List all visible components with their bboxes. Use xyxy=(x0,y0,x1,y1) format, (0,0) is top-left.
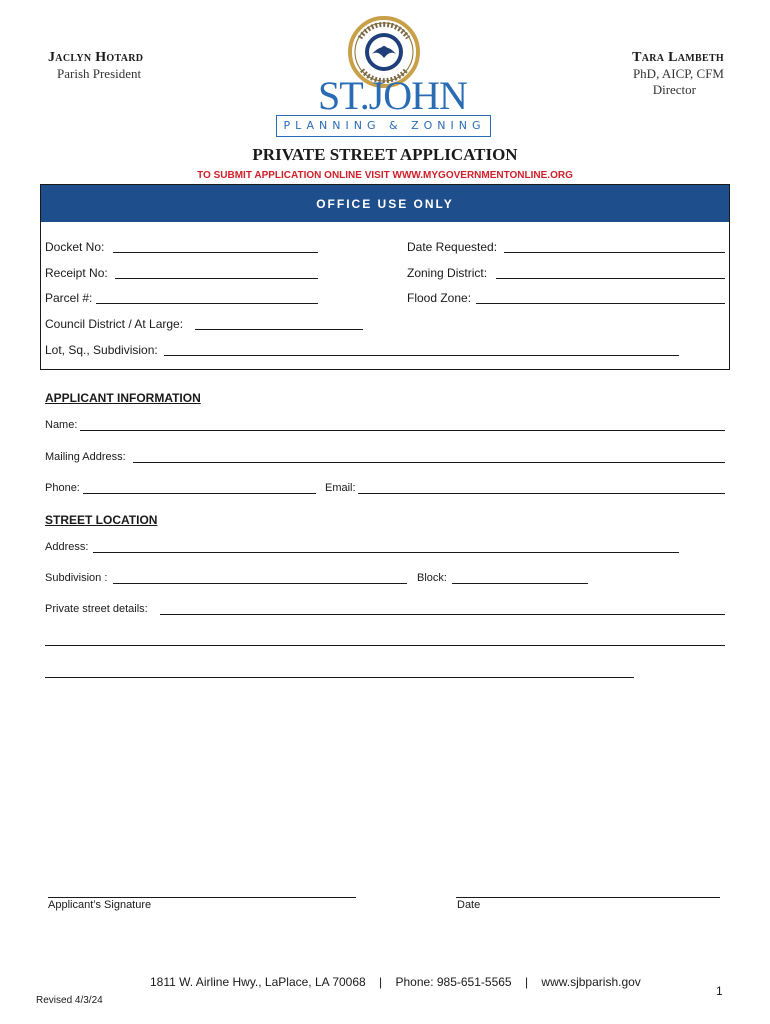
date-requested-label: Date Requested: xyxy=(407,240,498,254)
footer-address: 1811 W. Airline Hwy., LaPlace, LA 70068 xyxy=(150,975,366,989)
street-details-field-1[interactable] xyxy=(160,614,725,615)
parish-logo xyxy=(276,14,491,138)
footer-separator: | xyxy=(379,975,383,989)
flood-zone-field[interactable] xyxy=(476,303,725,304)
mailing-address-label: Mailing Address: xyxy=(45,451,126,463)
applicant-signature-field[interactable] xyxy=(48,897,356,898)
subdivision-label: Subdivision : xyxy=(45,572,108,584)
email-field[interactable] xyxy=(358,493,725,494)
street-location-heading: STREET LOCATION xyxy=(45,513,158,527)
block-field[interactable] xyxy=(452,583,588,584)
council-district-label: Council District / At Large: xyxy=(45,317,184,331)
parcel-field[interactable] xyxy=(96,303,318,304)
docket-label: Docket No: xyxy=(45,240,105,254)
email-label: Email: xyxy=(325,482,356,494)
street-address-field[interactable] xyxy=(93,552,679,553)
page-number: 1 xyxy=(716,984,723,998)
lot-subdivision-field[interactable] xyxy=(164,355,679,356)
footer-contact xyxy=(150,975,641,989)
council-district-field[interactable] xyxy=(195,329,363,330)
form-title: PRIVATE STREET APPLICATION xyxy=(252,145,518,164)
zoning-district-field[interactable] xyxy=(496,278,725,279)
date-requested-field[interactable] xyxy=(504,252,725,253)
applicant-heading: APPLICANT INFORMATION xyxy=(45,391,201,405)
president-name: Jaclyn Hotard xyxy=(48,50,144,65)
signature-date-label: Date xyxy=(457,899,481,911)
receipt-label: Receipt No: xyxy=(45,266,108,280)
parcel-label: Parcel #: xyxy=(45,291,93,305)
mailing-address-field[interactable] xyxy=(133,462,725,463)
online-notice[interactable]: TO SUBMIT APPLICATION ONLINE VISIT WWW.MYGOVERNMENTONLINE.ORG xyxy=(197,170,573,181)
lot-subdivision-label: Lot, Sq., Subdivision: xyxy=(45,343,158,357)
phone-field[interactable] xyxy=(83,493,316,494)
flood-zone-label: Flood Zone: xyxy=(407,291,472,305)
name-label: Name: xyxy=(45,419,78,431)
footer-separator: | xyxy=(524,975,529,989)
name-field[interactable] xyxy=(80,430,725,431)
director-credentials: PhD, AICP, CFM xyxy=(632,66,724,81)
office-use-heading: OFFICE USE ONLY xyxy=(316,197,454,211)
director-title: Director xyxy=(652,82,696,97)
subdivision-field[interactable] xyxy=(113,583,407,584)
revision-date: Revised 4/3/24 xyxy=(36,995,103,1006)
street-details-label: Private street details: xyxy=(45,603,148,615)
street-details-field-3[interactable] xyxy=(45,677,634,678)
zoning-district-label: Zoning District: xyxy=(407,266,488,280)
footer-phone: Phone: 985-651-5565 xyxy=(395,975,512,989)
director-name: Tara Lambeth xyxy=(632,50,724,65)
applicant-signature-label: Applicant’s Signature xyxy=(48,899,152,911)
street-address-label: Address: xyxy=(45,541,89,553)
street-details-field-2[interactable] xyxy=(45,645,725,646)
docket-field[interactable] xyxy=(113,252,318,253)
phone-label: Phone: xyxy=(45,482,80,494)
receipt-field[interactable] xyxy=(115,278,318,279)
logo-subtitle: PLANNING & ZONING xyxy=(283,119,486,132)
president-title: Parish President xyxy=(57,66,142,81)
footer-website[interactable]: www.sjbparish.gov xyxy=(541,975,641,989)
block-label: Block: xyxy=(417,572,447,584)
signature-date-field[interactable] xyxy=(456,897,720,898)
logo-wordmark: ST.JOHN xyxy=(318,73,467,118)
